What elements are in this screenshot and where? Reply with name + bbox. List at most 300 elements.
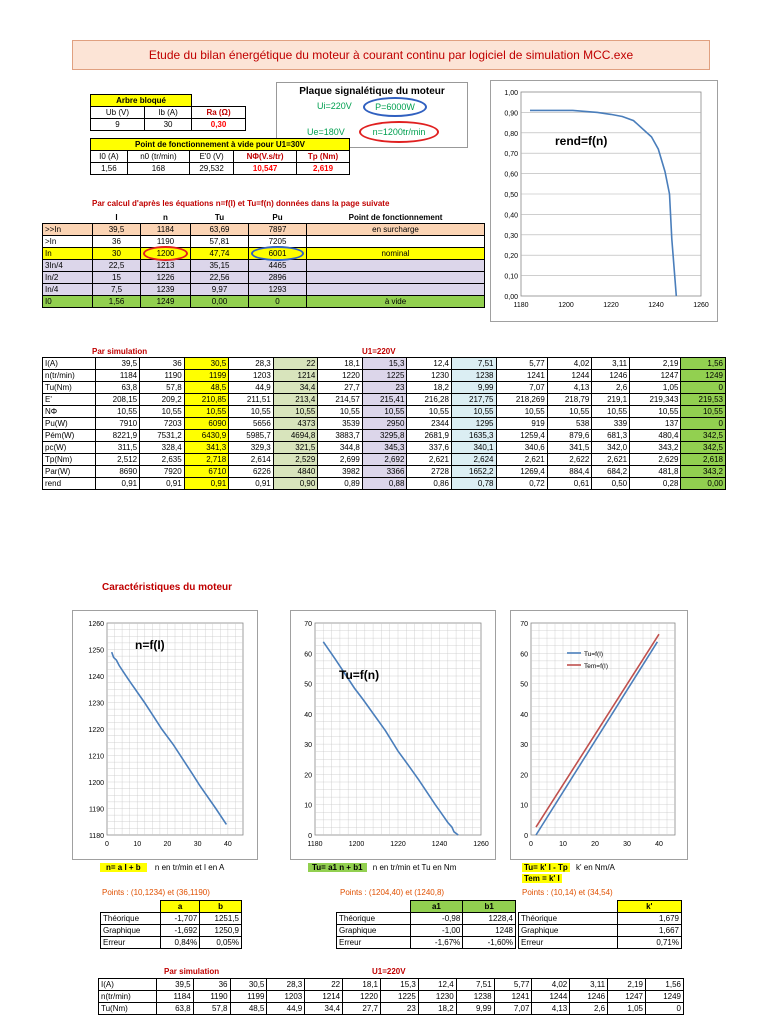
- sim-row: [43, 394, 726, 406]
- sim-cell: 1238: [456, 991, 494, 1003]
- sim-cell: 215,41: [362, 394, 407, 406]
- calc-cell-n: [141, 248, 191, 260]
- sim2-heading: Par simulation: [164, 967, 220, 976]
- sim-cell: 217,75: [451, 394, 496, 406]
- calc-cell-pf: [307, 236, 485, 248]
- sim-cell: 684,2: [592, 466, 630, 478]
- sim-cell: 18,2: [407, 382, 452, 394]
- calc-cell-i: 1,56: [93, 296, 141, 308]
- sim-cell: 341,5: [547, 442, 592, 454]
- sim-cell: 219,343: [630, 394, 681, 406]
- sim-cell: 23: [362, 382, 407, 394]
- error-col: a1: [410, 901, 463, 913]
- error-row-label: Théorique: [519, 913, 618, 925]
- eq1: n= a I + b: [100, 863, 147, 872]
- sim-cell: 0,91: [140, 478, 185, 490]
- sim-cell: 2,621: [592, 454, 630, 466]
- sim-cell: 211,51: [229, 394, 274, 406]
- sim-cell: 2,622: [547, 454, 592, 466]
- sim-cell: 2,621: [407, 454, 452, 466]
- sim-cell: 0,89: [318, 478, 363, 490]
- y-tick-label: 20: [520, 772, 528, 780]
- error-header: [519, 901, 682, 913]
- calc-row: [43, 272, 485, 284]
- sim-cell: 2,19: [608, 979, 646, 991]
- sim-cell: 0,91: [95, 478, 140, 490]
- sim-cell: 0,88: [362, 478, 407, 490]
- x-tick-label: 0: [529, 841, 533, 848]
- sim-cell: 36: [193, 979, 230, 991]
- sim-row-label: n(tr/min): [43, 370, 96, 382]
- error-cell: -1,692: [161, 925, 200, 937]
- sim-row-label: n(tr/min): [99, 991, 157, 1003]
- x-tick-label: 1260: [473, 841, 489, 848]
- sim-cell: 22: [273, 358, 318, 370]
- sim-row-label: E': [43, 394, 96, 406]
- sim-row-label: rend: [43, 478, 96, 490]
- sim-row: [43, 382, 726, 394]
- y-tick-label: 1250: [88, 647, 104, 655]
- eq2-row: [308, 863, 456, 872]
- y-tick-label: 0,90: [504, 110, 518, 118]
- sim-cell: 30,5: [230, 979, 267, 991]
- sim-row-label: I(A): [43, 358, 96, 370]
- error-col: k': [617, 901, 681, 913]
- sim-cell: 345,3: [362, 442, 407, 454]
- sim-cell: 10,55: [229, 406, 274, 418]
- sim-row: [43, 406, 726, 418]
- sim-cell: 2,6: [570, 1003, 608, 1015]
- sim-cell: 7,51: [456, 979, 494, 991]
- sim-cell: 10,55: [681, 406, 726, 418]
- sim-cell: 15,3: [380, 979, 418, 991]
- error-row-label: Erreur: [337, 937, 411, 949]
- sim-cell: 1184: [95, 370, 140, 382]
- error-cell: 1,667: [617, 925, 681, 937]
- error-cell: 1250,9: [200, 925, 242, 937]
- col-tp: Tp (Nm): [297, 151, 350, 163]
- sim-cell: 218,79: [547, 394, 592, 406]
- sim-cell: 63,8: [95, 382, 140, 394]
- sim-u1: U1=220V: [362, 347, 396, 356]
- sim-cell: 208,15: [95, 394, 140, 406]
- sim-cell: 39,5: [156, 979, 193, 991]
- error-row-label: Erreur: [101, 937, 161, 949]
- sim-cell: 0,90: [273, 478, 318, 490]
- x-tick-label: 40: [655, 841, 663, 848]
- chart-rend-svg: [491, 81, 717, 321]
- sim-cell: 4,02: [532, 979, 570, 991]
- sim-cell: 1249: [645, 991, 683, 1003]
- nameplate-ui: Ui=220V: [317, 101, 352, 111]
- sim-cell: 0,86: [407, 478, 452, 490]
- y-tick-label: 0,40: [504, 212, 518, 220]
- error-header: [101, 901, 242, 913]
- sim-cell: 23: [380, 1003, 418, 1015]
- error-cell: 0,71%: [617, 937, 681, 949]
- calc-cell-n: 1190: [141, 236, 191, 248]
- x-tick-label: 20: [591, 841, 599, 848]
- eq1-row: [100, 863, 224, 872]
- sim-cell: 5656: [229, 418, 274, 430]
- y-tick-label: 1240: [88, 674, 104, 681]
- sim-cell: 15,3: [362, 358, 407, 370]
- sim-cell: 44,9: [229, 382, 274, 394]
- error-cell: 1248: [463, 925, 516, 937]
- calc-col-pu: Pu: [272, 213, 283, 222]
- x-tick-label: 40: [223, 841, 232, 848]
- sim-cell: 340,1: [451, 442, 496, 454]
- error-row-label: Graphique: [519, 925, 618, 937]
- sim-cell: 219,1: [592, 394, 630, 406]
- y-tick-label: 0,00: [504, 294, 518, 301]
- chart-tu-n-svg: [291, 611, 495, 859]
- error-row-label: Erreur: [519, 937, 618, 949]
- chart-rend: [490, 80, 718, 322]
- sim-cell: 2,529: [273, 454, 318, 466]
- sim-row-label: Pu(W): [43, 418, 96, 430]
- page-title: Etude du bilan énergétique du moteur à courant continu par logiciel de simulation MCC.exe: [72, 40, 710, 70]
- y-tick-label: 70: [520, 621, 528, 628]
- sim-cell: 48,5: [184, 382, 229, 394]
- sim-cell: 538: [547, 418, 592, 430]
- error-corner: [519, 901, 618, 913]
- sim-cell: 343,2: [630, 442, 681, 454]
- sim-cell: 0: [681, 418, 726, 430]
- chart-tu-tem-svg: [511, 611, 687, 859]
- calc-row: [43, 284, 485, 296]
- sim-cell: 1241: [496, 370, 547, 382]
- calc-cell-pf: [307, 260, 485, 272]
- calc-row: [43, 296, 485, 308]
- sim-cell: 6226: [229, 466, 274, 478]
- calc-cell-i: 22,5: [93, 260, 141, 272]
- error-col: b1: [463, 901, 516, 913]
- sim-cell: 213,4: [273, 394, 318, 406]
- sim-cell: 0,72: [496, 478, 547, 490]
- error-row: [101, 925, 242, 937]
- y-tick-label: 0,20: [504, 253, 518, 261]
- calc-cell-tu: 63,69: [191, 224, 249, 236]
- sim-cell: 1244: [547, 370, 592, 382]
- error-table-3: [518, 900, 682, 949]
- sim-cell: 57,8: [193, 1003, 230, 1015]
- error-col: a: [161, 901, 200, 913]
- sim-cell: 3,11: [570, 979, 608, 991]
- eq2: Tu= a1 n + b1: [308, 863, 367, 872]
- sim-cell: 10,55: [95, 406, 140, 418]
- y-tick-label: 40: [520, 711, 528, 719]
- sim-cell: 2344: [407, 418, 452, 430]
- sim-cell: 1214: [273, 370, 318, 382]
- error-cell: -1,707: [161, 913, 200, 925]
- sim-cell: 2,6: [592, 382, 630, 394]
- val-nphi: 10,547: [234, 163, 297, 175]
- calc-cell-i: 39,5: [93, 224, 141, 236]
- sim-cell: 30,5: [184, 358, 229, 370]
- calc-cell-value: 6001: [268, 249, 287, 258]
- sim-cell: 137: [630, 418, 681, 430]
- sim-cell: 1,56: [645, 979, 683, 991]
- sim-cell: 9,99: [456, 1003, 494, 1015]
- sim-cell: 1225: [380, 991, 418, 1003]
- val-n0: 168: [127, 163, 189, 175]
- x-tick-label: 30: [193, 841, 202, 848]
- sim-cell: 10,55: [273, 406, 318, 418]
- sim-cell: 9,99: [451, 382, 496, 394]
- sim-cell: 10,55: [140, 406, 185, 418]
- legend-label: Tem=f(I): [584, 663, 609, 670]
- val-ub: 9: [91, 119, 145, 131]
- chart-n-i-svg: [73, 611, 257, 859]
- sim-cell: 4694,8: [273, 430, 318, 442]
- error-corner: [101, 901, 161, 913]
- calc-col-tu: Tu: [214, 213, 225, 222]
- y-tick-label: 10: [520, 802, 528, 810]
- y-tick-label: 60: [520, 651, 528, 659]
- sim-cell: 0,78: [451, 478, 496, 490]
- sim-cell: 3295,8: [362, 430, 407, 442]
- sim-cell: 1246: [592, 370, 630, 382]
- sim-cell: 4,13: [547, 382, 592, 394]
- sim-cell: 39,5: [95, 358, 140, 370]
- nameplate-power: P=6000W: [363, 97, 427, 117]
- error-row: [101, 913, 242, 925]
- sim-cell: 10,55: [630, 406, 681, 418]
- sim-cell: 337,6: [407, 442, 452, 454]
- y-tick-label: 0: [308, 833, 312, 840]
- sim-cell: 1241: [494, 991, 532, 1003]
- sim-cell: 342,5: [681, 430, 726, 442]
- section-heading: Caractéristiques du moteur: [102, 582, 233, 593]
- sim-cell: 1199: [230, 991, 267, 1003]
- error-cell: -0,98: [410, 913, 463, 925]
- calc-cell-tu: 22,56: [191, 272, 249, 284]
- sim-cell: 7,51: [451, 358, 496, 370]
- sim-cell: 7531,2: [140, 430, 185, 442]
- error-cell: -1,67%: [410, 937, 463, 949]
- sim-cell: 4,13: [532, 1003, 570, 1015]
- calc-cell-pf: [307, 284, 485, 296]
- sim-cell: 1184: [156, 991, 193, 1003]
- val-e0: 29,532: [190, 163, 234, 175]
- calc-row-label: 3In/4: [43, 260, 93, 272]
- sim-cell: 2,621: [496, 454, 547, 466]
- eq2-note: n en tr/min et Tu en Nm: [372, 863, 457, 872]
- eq3-note: k' en Nm/A: [576, 863, 615, 872]
- sim-row: [43, 466, 726, 478]
- x-tick-label: 1240: [648, 302, 664, 309]
- sim-cell: 27,7: [318, 382, 363, 394]
- y-tick-label: 1220: [88, 727, 104, 734]
- sim-cell: 10,55: [547, 406, 592, 418]
- error-cell: 0,84%: [161, 937, 200, 949]
- sim-cell: 5985,7: [229, 430, 274, 442]
- error-header: [337, 901, 516, 913]
- sim-cell: 1225: [362, 370, 407, 382]
- sim-cell: 1214: [305, 991, 343, 1003]
- sim-cell: 209,2: [140, 394, 185, 406]
- sim-cell: 5,77: [494, 979, 532, 991]
- eq3b: Tem = k' I: [524, 874, 560, 883]
- sim-cell: 343,2: [681, 466, 726, 478]
- sim-cell: 311,5: [95, 442, 140, 454]
- sim-row: [43, 430, 726, 442]
- val-ra: 0,30: [192, 119, 246, 131]
- sim-cell: 2,718: [184, 454, 229, 466]
- sim-cell: 3366: [362, 466, 407, 478]
- sim-row: [43, 418, 726, 430]
- calc-cell-n: 1249: [141, 296, 191, 308]
- calc-heading: Par calcul d'après les équations n=f(I) et Tu=f(n) données dans la page suivate: [92, 199, 390, 208]
- sim-cell: 18,1: [318, 358, 363, 370]
- calc-cell-pu: 7897: [249, 224, 307, 236]
- error-cell: 1251,5: [200, 913, 242, 925]
- sim-cell: 18,2: [418, 1003, 456, 1015]
- calc-cell-n: 1184: [141, 224, 191, 236]
- sim-cell: 3883,7: [318, 430, 363, 442]
- chart-title: rend=f(n): [555, 134, 608, 148]
- sim-cell: 2,699: [318, 454, 363, 466]
- col-ra: Ra (Ω): [192, 107, 246, 119]
- sim-cell: 1,56: [681, 358, 726, 370]
- calc-cell-value: 1200: [156, 249, 175, 258]
- y-tick-label: 1200: [88, 780, 104, 787]
- sim-cell: 7920: [140, 466, 185, 478]
- error-corner: [337, 901, 411, 913]
- y-tick-label: 0,60: [504, 171, 518, 179]
- points-3: Points : (10,14) et (34,54): [522, 888, 613, 897]
- sim-cell: 1652,2: [451, 466, 496, 478]
- y-tick-label: 50: [520, 681, 528, 689]
- y-tick-label: 0: [524, 833, 528, 840]
- sim-cell: 6430,9: [184, 430, 229, 442]
- sim-cell: 27,7: [343, 1003, 381, 1015]
- sim-cell: 1230: [407, 370, 452, 382]
- y-tick-label: 70: [304, 621, 312, 628]
- error-row: [337, 925, 516, 937]
- sim-cell: 7,07: [494, 1003, 532, 1015]
- chart-tu-tem: [510, 610, 688, 860]
- x-tick-label: 1220: [390, 841, 406, 848]
- sim-cell: 1203: [229, 370, 274, 382]
- calc-row-label: I0: [43, 296, 93, 308]
- sim-cell: 884,4: [547, 466, 592, 478]
- sim-row-label: I(A): [99, 979, 157, 991]
- nameplate-ue: Ue=180V: [307, 127, 345, 137]
- error-table-1: [100, 900, 242, 949]
- sim-cell: 2,618: [681, 454, 726, 466]
- calc-cell-n: 1226: [141, 272, 191, 284]
- y-tick-label: 0,10: [504, 273, 518, 281]
- calc-cell-i: 15: [93, 272, 141, 284]
- sim-cell: 34,4: [305, 1003, 343, 1015]
- y-tick-label: 30: [304, 742, 312, 750]
- calc-col-n: n: [163, 213, 168, 222]
- error-row-label: Théorique: [337, 913, 411, 925]
- sim-row-label: Par(W): [43, 466, 96, 478]
- sim-cell: 329,3: [229, 442, 274, 454]
- sim-cell: 1230: [418, 991, 456, 1003]
- sim-cell: 1,05: [630, 382, 681, 394]
- error-cell: -1,60%: [463, 937, 516, 949]
- sim-cell: 1249: [681, 370, 726, 382]
- arbre-bloque-heading: Arbre bloqué: [91, 95, 192, 107]
- error-row: [519, 913, 682, 925]
- sim-cell: 210,85: [184, 394, 229, 406]
- x-tick-label: 1180: [513, 302, 529, 309]
- error-row: [519, 925, 682, 937]
- sim-cell: 7,07: [496, 382, 547, 394]
- calc-cell-pu: 0: [249, 296, 307, 308]
- sim-cell: 18,1: [343, 979, 381, 991]
- sim-cell: 0: [645, 1003, 683, 1015]
- sim-cell: 1190: [140, 370, 185, 382]
- sim-cell: 4,02: [547, 358, 592, 370]
- x-tick-label: 30: [623, 841, 631, 848]
- points-2: Points : (1204,40) et (1240,8): [340, 888, 445, 897]
- sim-row: [43, 454, 726, 466]
- sim-cell: 1220: [343, 991, 381, 1003]
- sim-row: [99, 991, 684, 1003]
- sim-cell: 1269,4: [496, 466, 547, 478]
- nameplate-heading: Plaque signalétique du moteur: [299, 86, 445, 97]
- eq1-note: n en tr/min et I en A: [154, 863, 225, 872]
- calc-cell-n: 1213: [141, 260, 191, 272]
- calc-row-label: In/4: [43, 284, 93, 296]
- sim-cell: 879,6: [547, 430, 592, 442]
- calc-row: [43, 260, 485, 272]
- sim-row-label: NΦ: [43, 406, 96, 418]
- y-tick-label: 10: [304, 802, 312, 810]
- sim-cell: 480,4: [630, 430, 681, 442]
- calc-cell-n: 1239: [141, 284, 191, 296]
- calc-cell-i: 30: [93, 248, 141, 260]
- y-tick-label: 1190: [88, 806, 104, 814]
- calc-row-label: >In: [43, 236, 93, 248]
- val-ib: 30: [144, 119, 191, 131]
- sim-row-label: Pém(W): [43, 430, 96, 442]
- x-tick-label: 0: [105, 841, 109, 848]
- sim-cell: 28,3: [267, 979, 305, 991]
- error-row: [101, 937, 242, 949]
- sim-cell: 2,692: [362, 454, 407, 466]
- x-tick-label: 1200: [348, 841, 365, 848]
- sim-cell: 1247: [630, 370, 681, 382]
- sim-cell: 339: [592, 418, 630, 430]
- sim-cell: 1635,3: [451, 430, 496, 442]
- calc-row: [43, 248, 485, 260]
- sim-cell: 10,55: [592, 406, 630, 418]
- error-row: [519, 937, 682, 949]
- sim-cell: 10,55: [362, 406, 407, 418]
- sim-cell: 1295: [451, 418, 496, 430]
- sim-cell: 48,5: [230, 1003, 267, 1015]
- sim-cell: 1199: [184, 370, 229, 382]
- sim-cell: 2,614: [229, 454, 274, 466]
- error-row-label: Théorique: [101, 913, 161, 925]
- sim-cell: 218,269: [496, 394, 547, 406]
- calc-row-label: In/2: [43, 272, 93, 284]
- eq3: Tu= k' I - Tp: [524, 863, 568, 872]
- sim-row: [43, 442, 726, 454]
- sim-cell: 10,55: [496, 406, 547, 418]
- y-tick-label: 0,70: [504, 151, 518, 159]
- sim-table: [42, 357, 726, 490]
- y-tick-label: 1260: [88, 621, 104, 628]
- calc-cell-pu: 4465: [249, 260, 307, 272]
- sim-cell: 342,0: [592, 442, 630, 454]
